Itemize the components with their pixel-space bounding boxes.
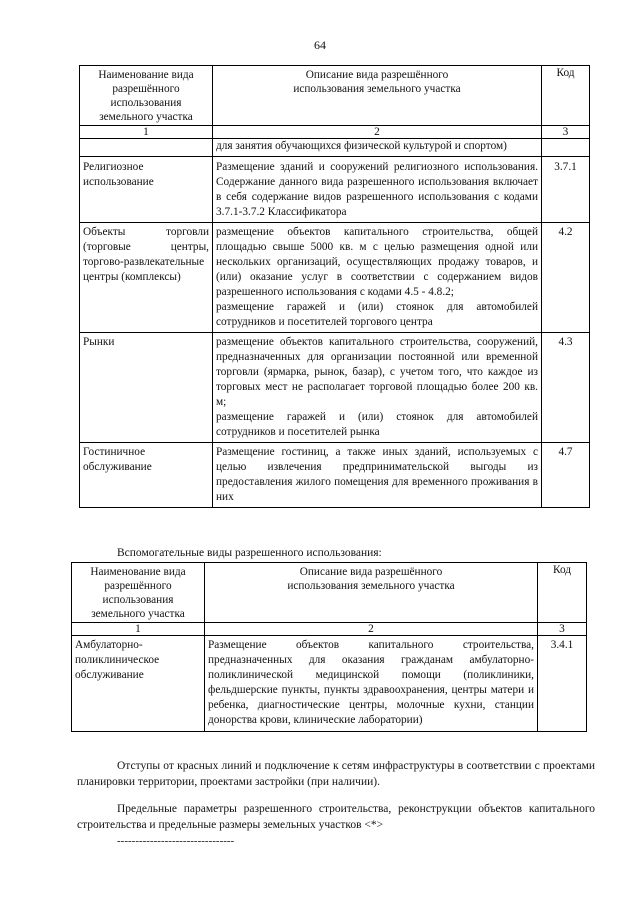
use-name: Объекты торговли (торговые центры, торгово-развлекательные центры (комплексы)	[80, 223, 213, 333]
setback-paragraph	[77, 758, 595, 790]
column-number: 3	[542, 126, 590, 139]
use-name: Амбулаторно-поликлиническое обслуживание	[72, 636, 205, 732]
use-description: Размещение зданий и сооружений религиозного использования. Содержание данного вида разрешенного использования включает в себя содержание видов разрешенного использования с кодами 3.7.1-3.7.2 Классификатора	[213, 157, 542, 223]
use-description: Размещение гостиниц, а также иных зданий, используемых с целью извлечения предпринимательской выгоды из предоставления жилого помещения для временного проживания в них	[213, 443, 542, 508]
header-name: Наименование вида разрешённого использования земельного участка	[72, 563, 205, 623]
paragraph-text: Предельные параметры разрешенного строительства, реконструкции объектов капитального строительства и предельные размеры земельных участков <*>	[77, 803, 595, 831]
column-number: 3	[538, 623, 587, 636]
table-header-row	[72, 563, 587, 623]
table-row	[72, 636, 587, 732]
use-code: 4.3	[542, 333, 590, 443]
header-name: Наименование вида разрешённого использования земельного участка	[80, 66, 213, 126]
use-code	[542, 139, 590, 157]
page-number: 64	[314, 38, 326, 52]
use-code: 3.4.1	[538, 636, 587, 732]
use-description-part: размещение гаражей и (или) стоянок для автомобилей сотрудников и посетителей рынка	[216, 411, 538, 438]
column-number: 1	[72, 623, 205, 636]
use-name: Религиозное использование	[80, 157, 213, 223]
main-permitted-uses-table	[79, 65, 590, 508]
table-row	[80, 443, 590, 508]
paragraph-text: Отступы от красных линий и подключение к сетям инфраструктуры в соответствии с проектами планировки территории, проектами застройки (при наличии).	[77, 760, 595, 788]
use-code: 4.2	[542, 223, 590, 333]
footnote-separator: --------------------------------	[117, 835, 235, 847]
column-number-row	[72, 623, 587, 636]
column-number: 2	[205, 623, 538, 636]
header-code: Код	[538, 563, 587, 623]
use-description: для занятия обучающихся физической культурой и спортом)	[213, 139, 542, 157]
use-description-part: размещение объектов капитального строительства, общей площадью свыше 5000 кв. м с целью размещения одной или нескольких организаций, осуществляющих продажу товаров, и (или) оказание услуг в соответствии с содержанием видов разрешенного использования с кодами 4.5 - 4.8.2;	[216, 226, 538, 298]
use-description-part: размещение гаражей и (или) стоянок для автомобилей сотрудников и посетителей торгового центра	[216, 301, 538, 328]
header-description: Описание вида разрешённого использования земельного участка	[205, 563, 538, 623]
use-description-part: размещение объектов капитального строительства, сооружений, предназначенных для организации постоянной или временной торговли (ярмарка, рынок, базар), с учетом того, что каждое из торговых мест не располагает торговой площадью более 200 кв. м;	[216, 336, 538, 408]
auxiliary-uses-caption: Вспомогательные виды разрешенного использования:	[117, 547, 382, 559]
use-name: Гостиничное обслуживание	[80, 443, 213, 508]
table-row	[80, 223, 590, 333]
column-number: 2	[213, 126, 542, 139]
parameters-paragraph	[77, 801, 595, 833]
table-row	[80, 157, 590, 223]
column-number-row	[80, 126, 590, 139]
header-description: Описание вида разрешённого использования земельного участка	[213, 66, 542, 126]
table-row	[80, 139, 590, 157]
table-row	[80, 333, 590, 443]
use-code: 3.7.1	[542, 157, 590, 223]
column-number: 1	[80, 126, 213, 139]
table-header-row	[80, 66, 590, 126]
use-name: Рынки	[80, 333, 213, 443]
use-description	[213, 333, 542, 443]
auxiliary-uses-table	[71, 562, 587, 732]
header-code: Код	[542, 66, 590, 126]
use-description: Размещение объектов капитального строительства, предназначенных для оказания гражданам амбулаторно-поликлинической медицинской помощи (поликлиники, фельдшерские пункты, пункты здравоохранения, центры матери и ребенка, диагностические центры, молочные кухни, станции донорства крови, клинические лаборатории)	[205, 636, 538, 732]
use-code: 4.7	[542, 443, 590, 508]
use-name	[80, 139, 213, 157]
use-description	[213, 223, 542, 333]
